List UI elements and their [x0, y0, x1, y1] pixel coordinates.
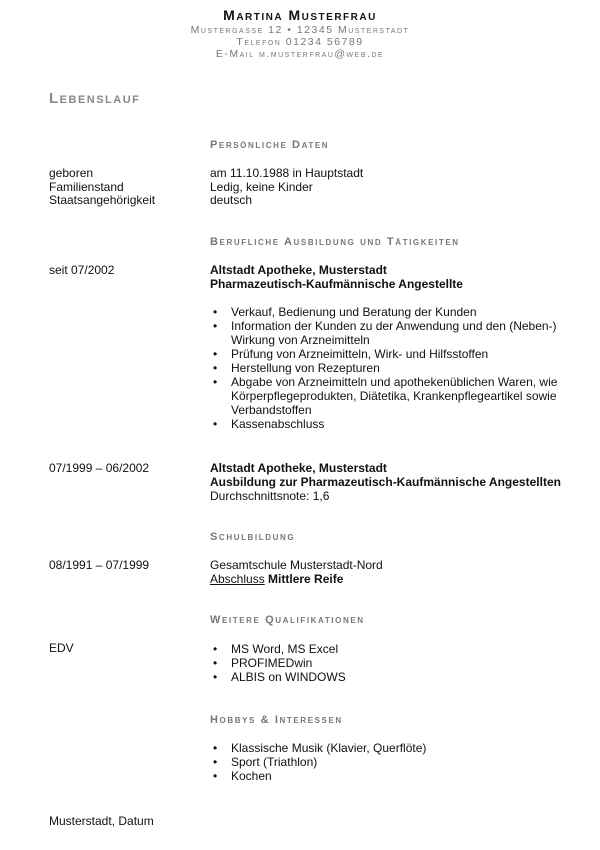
hobbies-list: [213, 741, 573, 783]
list-item: • Verkauf, Bedienung und Beratung der Kunden: [213, 305, 477, 319]
work-entry2-position: Ausbildung zur Pharmazeutisch-Kaufmännische Angestellten: [210, 475, 561, 489]
section-heading-hobbies: Hobbys & Interessen: [210, 714, 343, 726]
email-line: E-Mail m.musterfrau@web.de: [215, 48, 385, 60]
list-item: • Klassische Musik (Klavier, Querflöte): [213, 741, 427, 755]
personal-label-marital: Familienstand: [49, 180, 124, 194]
school-degree: [210, 572, 343, 586]
work-entry1-task-list: [213, 305, 573, 431]
personal-label-birth: geboren: [49, 166, 94, 180]
section-heading-work: Berufliche Ausbildung und Tätigkeiten: [210, 236, 460, 248]
section-heading-school: Schulbildung: [210, 531, 296, 543]
section-heading-qualifications: Weitere Qualifikationen: [210, 614, 365, 626]
list-item: • Kassenabschluss: [213, 417, 325, 431]
school-degree-value: Mittlere Reife: [268, 572, 344, 586]
list-item: • Herstellung von Rezepturen: [213, 361, 380, 375]
personal-value-birth: am 11.10.1988 in Hauptstadt: [210, 166, 364, 180]
work-entry1-position: Pharmazeutisch-Kaufmännische Angestellte: [210, 277, 463, 291]
work-entry1-employer: Altstadt Apotheke, Musterstadt: [210, 263, 387, 277]
list-item: • MS Word, MS Excel: [213, 642, 339, 656]
list-item: • Information der Kunden zu der Anwendung und den (Neben-) Wirkung von Arzneimitteln: [213, 319, 557, 347]
qualifications-list: [213, 642, 573, 684]
school-name: Gesamtschule Musterstadt-Nord: [210, 558, 383, 572]
work-entry2-note: Durchschnittsnote: 1,6: [210, 489, 330, 503]
list-item: • Sport (Triathlon): [213, 755, 318, 769]
work-entry2-employer: Altstadt Apotheke, Musterstadt: [210, 461, 387, 475]
school-date: 08/1991 – 07/1999: [49, 558, 150, 572]
list-item: • ALBIS on WINDOWS: [213, 670, 346, 684]
section-heading-personal: Persönliche Daten: [210, 139, 330, 151]
phone-line: Telefon 01234 56789: [236, 36, 364, 48]
address-line: Mustergasse 12 • 12345 Musterstadt: [190, 24, 410, 36]
document-title: Lebenslauf: [49, 90, 141, 107]
list-item: • Kochen: [213, 769, 272, 783]
place-date: Musterstadt, Datum: [49, 814, 154, 828]
list-item: • PROFIMEDwin: [213, 656, 313, 670]
qualifications-label: EDV: [49, 641, 74, 655]
list-item: • Abgabe von Arzneimitteln und apothekenüblichen Waren, wie Körperpflegeprodukten, Diätetika, Krankenpflegeartikel sowie Verbandstoffen: [213, 375, 558, 417]
personal-label-nationality: Staatsangehörigkeit: [49, 193, 156, 207]
list-item: • Prüfung von Arzneimitteln, Wirk- und Hilfsstoffen: [213, 347, 489, 361]
school-degree-label: Abschluss: [210, 572, 265, 586]
personal-value-nationality: deutsch: [210, 193, 253, 207]
personal-value-marital: Ledig, keine Kinder: [210, 180, 313, 194]
work-entry2-date: 07/1999 – 06/2002: [49, 461, 150, 475]
work-entry1-date: seit 07/2002: [49, 263, 115, 277]
applicant-name: Martina Musterfrau: [223, 7, 377, 23]
